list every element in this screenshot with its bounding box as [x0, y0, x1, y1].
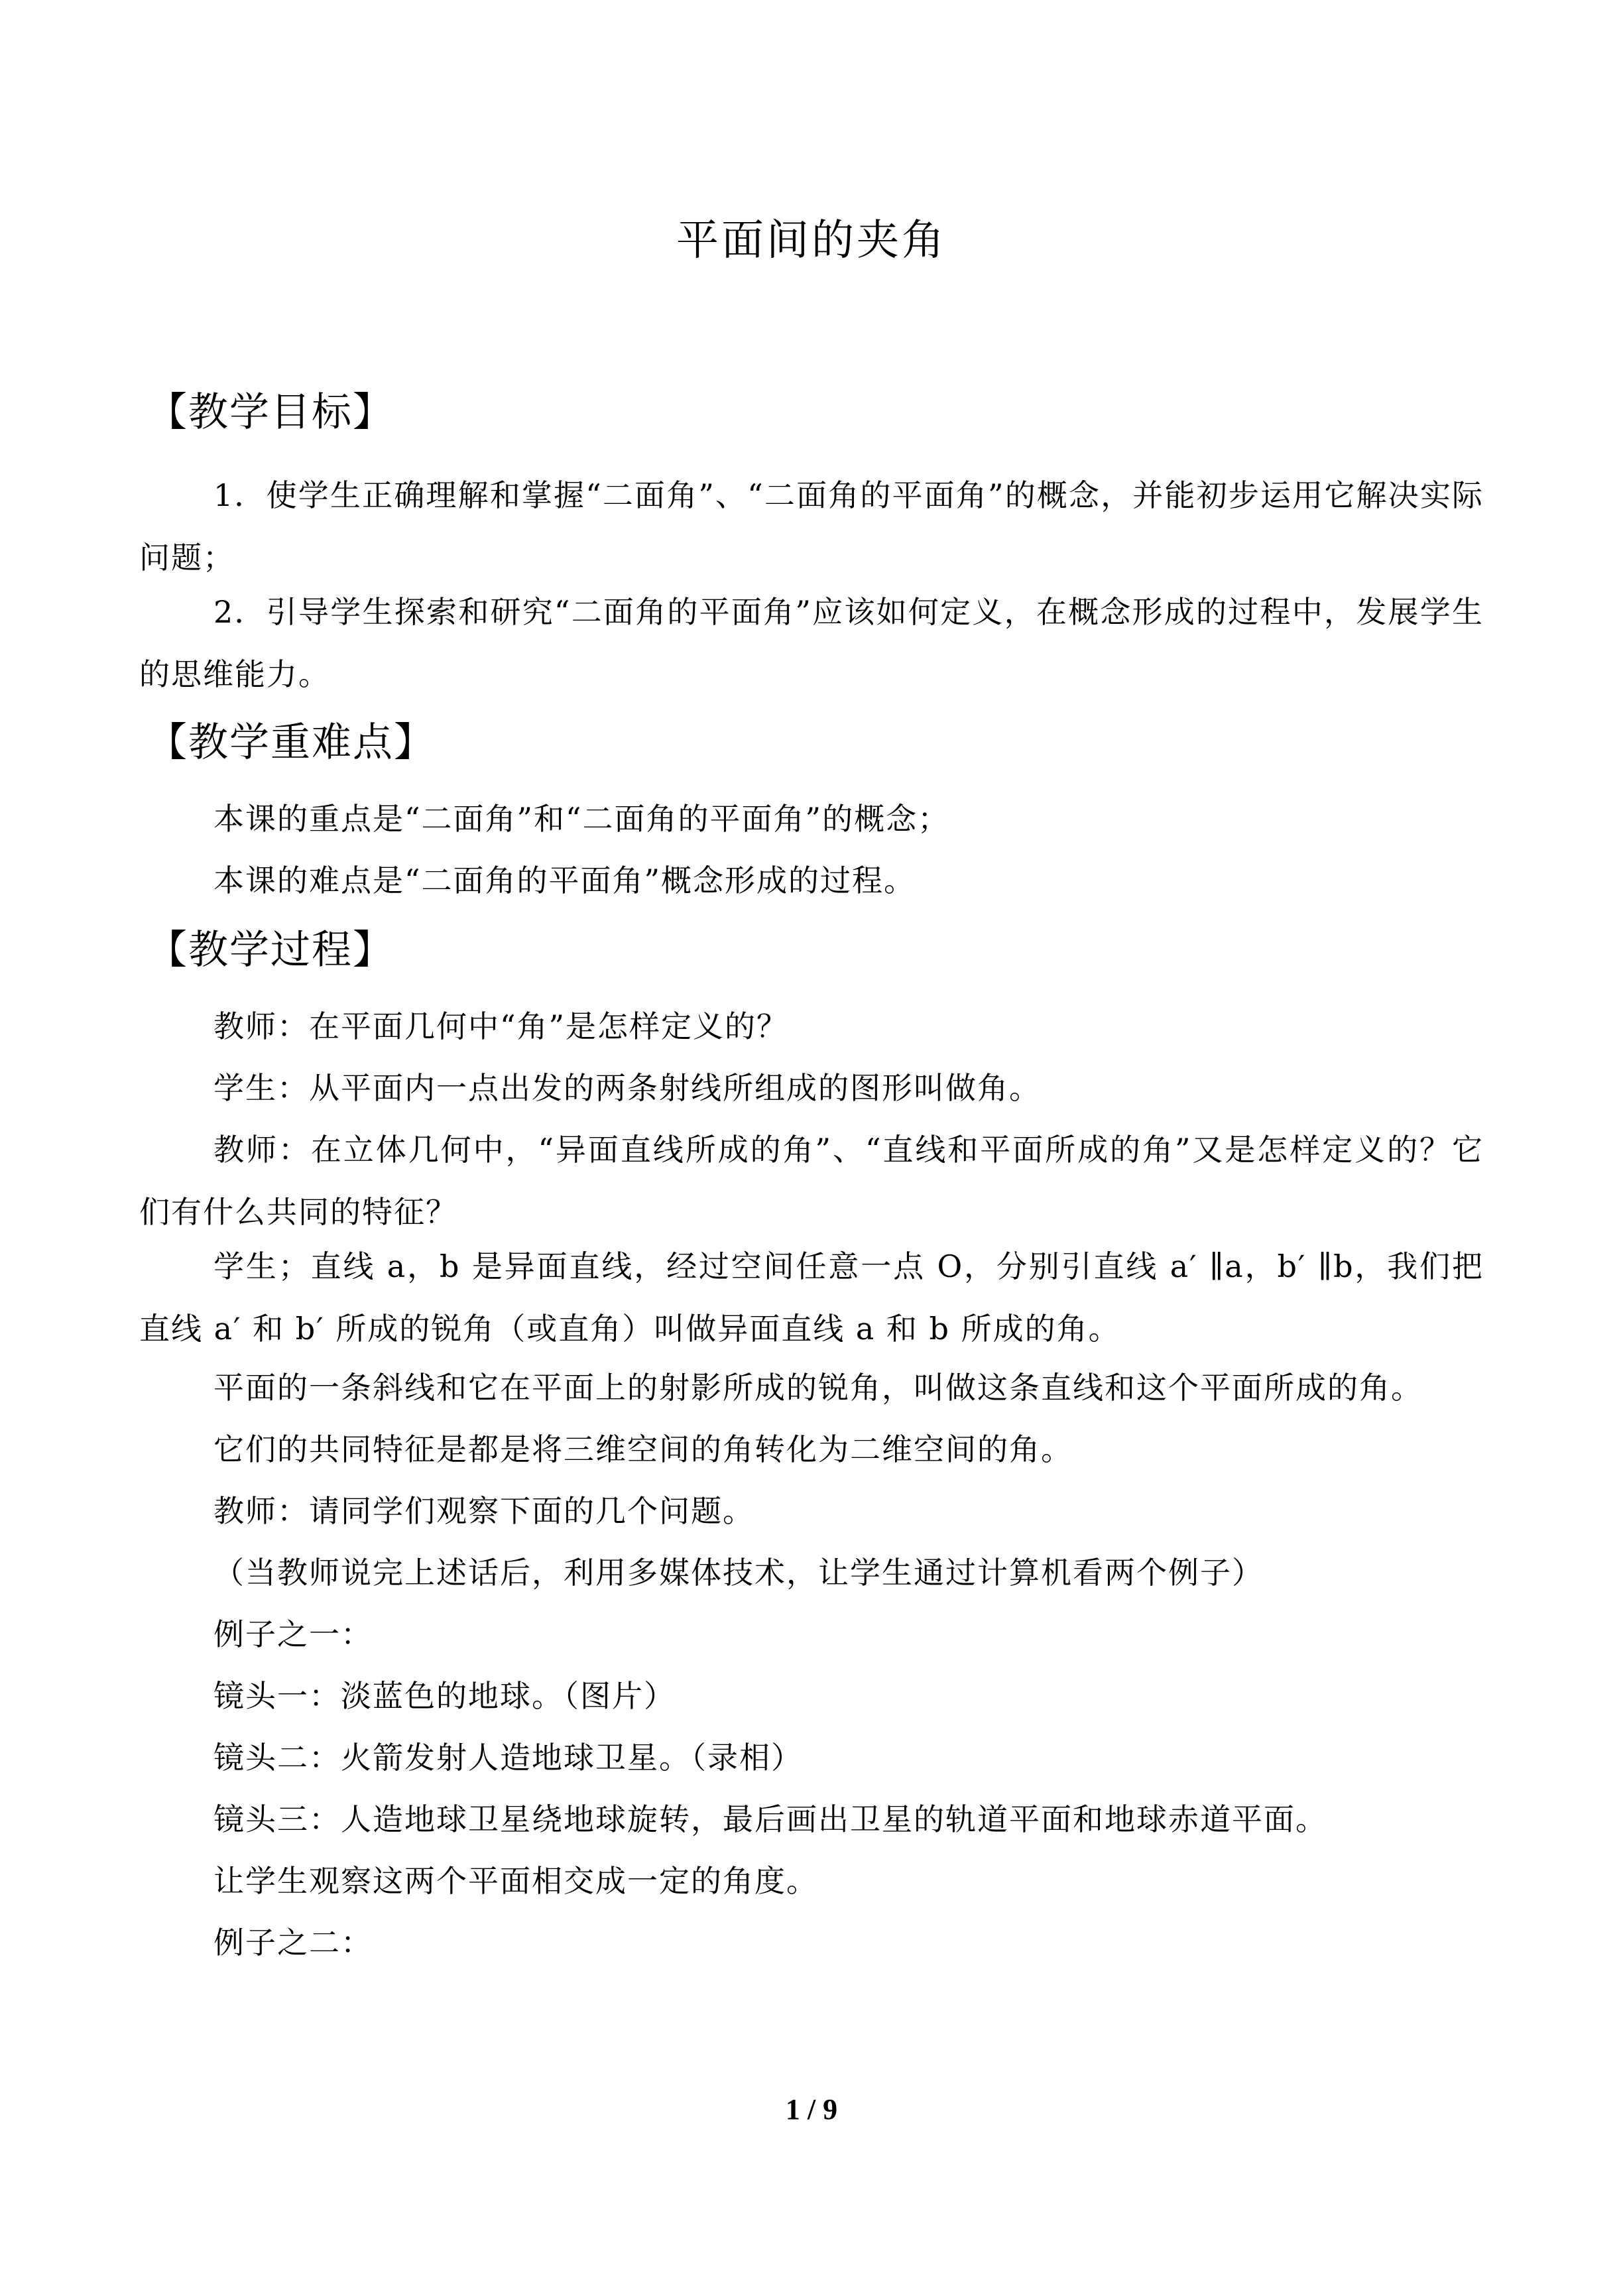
section-heading-objectives: 【教学目标】: [147, 389, 394, 436]
process-item-11: 镜头二：火箭发射人造地球卫星。（录相）: [213, 1740, 803, 1776]
page-number: 1 / 9: [785, 2093, 838, 2126]
process-item-6: 它们的共同特征是都是将三维空间的角转化为二维空间的角。: [213, 1431, 1073, 1467]
process-item-7: 教师：请同学们观察下面的几个问题。: [213, 1493, 754, 1529]
process-item-1: 教师：在平面几何中“角”是怎样定义的？: [213, 1008, 789, 1044]
key-point-item-1: 本课的重点是“二面角”和“二面角的平面角”的概念；: [213, 801, 950, 837]
objective-item-1: 1．使学生正确理解和掌握“二面角”、“二面角的平面角”的概念，并能初步运用它解决实际问题；: [139, 477, 1484, 575]
page-title: 平面间的夹角: [676, 216, 947, 265]
section-heading-process: 【教学过程】: [147, 927, 394, 973]
process-item-3: 教师：在立体几何中，“异面直线所成的角”、“直线和平面所成的角”又是怎样定义的？它们有什么共同的特征？: [139, 1132, 1484, 1230]
process-item-2: 学生：从平面内一点出发的两条射线所组成的图形叫做角。: [213, 1070, 1041, 1106]
process-item-4: 学生；直线 a，b 是异面直线，经过空间任意一点 O，分别引直线 a′ ∥a，b′ ∥b，我们把直线 a′ 和 b′ 所成的锐角（或直角）叫做异面直线 a 和 b 所成的角。: [139, 1248, 1484, 1347]
section-heading-key-points: 【教学重难点】: [147, 719, 435, 766]
key-point-item-2: 本课的难点是“二面角的平面角”概念形成的过程。: [213, 863, 916, 898]
objective-item-2: 2．引导学生探索和研究“二面角的平面角”应该如何定义，在概念形成的过程中，发展学生的思维能力。: [139, 594, 1484, 692]
process-item-14: 例子之二：: [213, 1925, 373, 1961]
process-item-10: 镜头一：淡蓝色的地球。（图片）: [213, 1678, 676, 1714]
process-item-9: 例子之一：: [213, 1616, 373, 1652]
process-item-8: （当教师说完上述话后，利用多媒体技术，让学生通过计算机看两个例子）: [213, 1555, 1264, 1591]
process-item-12: 镜头三：人造地球卫星绕地球旋转，最后画出卫星的轨道平面和地球赤道平面。: [213, 1801, 1327, 1837]
process-item-13: 让学生观察这两个平面相交成一定的角度。: [213, 1863, 818, 1899]
process-item-5: 平面的一条斜线和它在平面上的射影所成的锐角，叫做这条直线和这个平面所成的角。: [213, 1370, 1423, 1406]
